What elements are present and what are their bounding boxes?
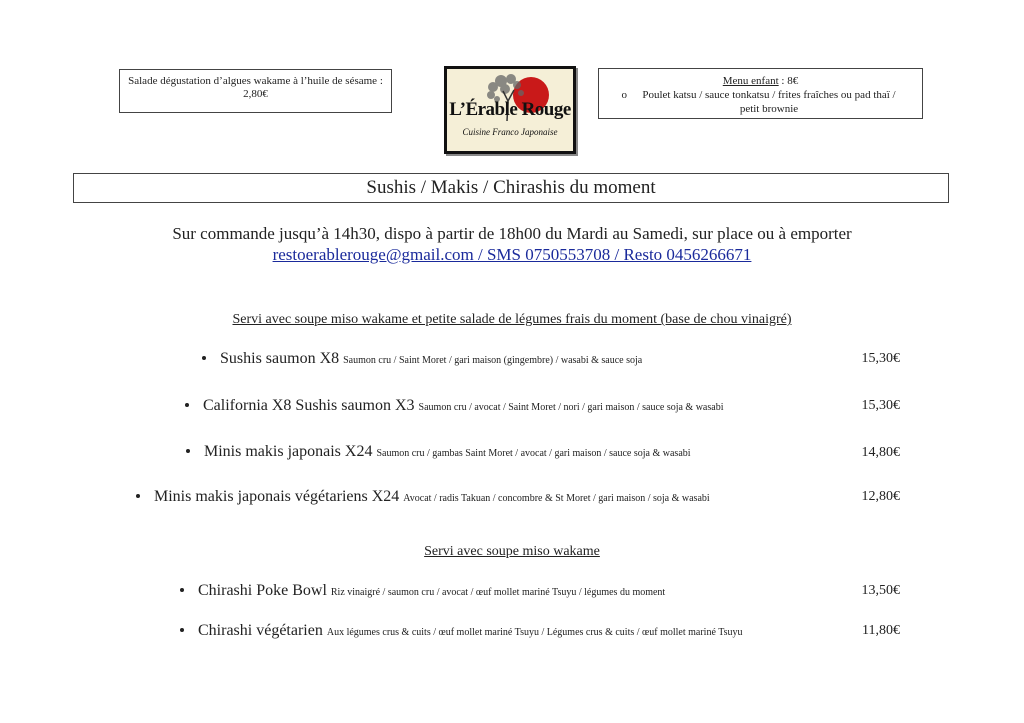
section1-heading: Servi avec soupe miso wakame et petite salade de légumes frais du moment (base de chou vinaigré) [232, 312, 792, 327]
bullet-icon [180, 628, 184, 632]
menu-item [180, 582, 665, 600]
bullet-icon [202, 356, 206, 360]
item-name: Minis makis japonais végétariens X24 [154, 488, 400, 505]
item-price: 15,30€ [861, 351, 900, 366]
item-name: Minis makis japonais X24 [204, 443, 373, 460]
contact-link[interactable]: restoerablerouge@gmail.com / SMS 0750553708 / Resto 0456266671 [272, 245, 752, 264]
kids-menu-box [598, 68, 923, 119]
salad-text: Salade dégustation d’algues wakame à l’huile de sésame : 2,80€ [128, 75, 383, 100]
item-desc: Riz vinaigré / saumon cru / avocat / œuf mollet mariné Tsuyu / légumes du moment [330, 587, 666, 598]
kids-bullet: o [621, 89, 627, 101]
bullet-icon [136, 494, 140, 498]
item-price: 13,50€ [861, 583, 900, 598]
item-price: 14,80€ [861, 445, 900, 460]
menu-item [186, 443, 691, 461]
item-desc: Saumon cru / Saint Moret / gari maison (gingembre) / wasabi & sauce soja [343, 355, 643, 366]
kids-menu-description: Poulet katsu / sauce tonkatsu / frites fraîches ou pad thaï / petit brownie [642, 89, 896, 115]
item-desc: Avocat / radis Takuan / concombre & St Moret / gari maison / soja & wasabi [403, 493, 710, 504]
item-price: 11,80€ [862, 623, 900, 638]
menu-item [202, 350, 642, 368]
menu-item [185, 397, 723, 415]
bullet-icon [180, 588, 184, 592]
page-title-text: Sushis / Makis / Chirashis du moment [366, 177, 656, 198]
item-desc: Saumon cru / gambas Saint Moret / avocat / gari maison / sauce soja & wasabi [376, 448, 691, 459]
order-info: Sur commande jusqu’à 14h30, dispo à partir de 18h00 du Mardi au Samedi, sur place ou à emporter [172, 224, 852, 243]
item-name: Chirashi végétarien [198, 622, 323, 639]
item-name: Sushis saumon X8 [220, 350, 340, 367]
menu-item [136, 488, 710, 506]
item-name: Chirashi Poke Bowl [198, 582, 327, 599]
page-title [73, 173, 949, 203]
item-desc: Aux légumes crus & cuits / œuf mollet mariné Tsuyu / Légumes crus & cuits / œuf mollet mariné Tsuyu [326, 627, 743, 638]
kids-menu-label: Menu enfant [722, 75, 779, 87]
restaurant-logo [444, 66, 576, 154]
bullet-icon [185, 403, 189, 407]
menu-item [180, 622, 743, 640]
kids-menu-line [599, 88, 922, 116]
logo-name: L’Érable Rouge [449, 99, 571, 120]
bullet-icon [186, 449, 190, 453]
item-name: California X8 Sushis saumon X3 [203, 397, 415, 414]
section2-heading: Servi avec soupe miso wakame [424, 544, 600, 559]
logo-subtitle: Cuisine Franco Japonaise [462, 127, 558, 137]
item-desc: Saumon cru / avocat / Saint Moret / nori / gari maison / sauce soja & wasabi [418, 402, 724, 413]
kids-menu-price: : 8€ [778, 75, 799, 87]
item-price: 15,30€ [861, 398, 900, 413]
item-price: 12,80€ [861, 489, 900, 504]
kids-menu-title [599, 74, 922, 88]
salad-box [119, 69, 392, 113]
